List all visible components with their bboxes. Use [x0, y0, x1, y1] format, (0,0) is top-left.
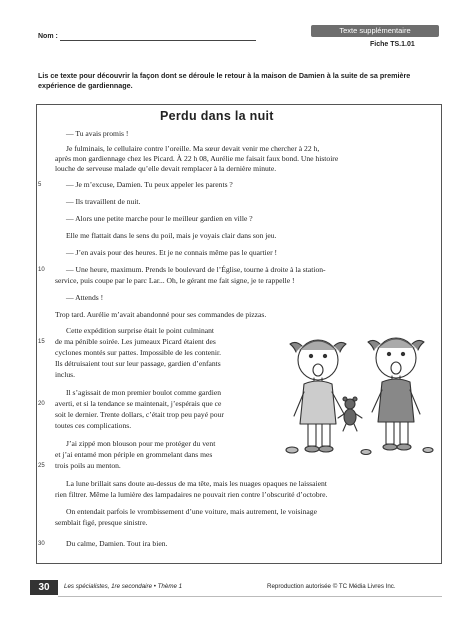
name-label: Nom :	[38, 33, 58, 40]
story-line: — Attends !	[66, 293, 104, 302]
story-line: Elle me flattait dans le sens du poil, mais je voyais clair dans son jeu.	[66, 231, 277, 240]
fiche-number: Fiche TS.1.01	[370, 41, 415, 48]
footer-divider	[58, 596, 442, 597]
story-line: après mon gardiennage chez les Picard. À 22 h 08, Aurélie me faisait faux bond. Une histoire	[55, 154, 339, 163]
story-line: et j’ai entamé mon périple en grommelant dans mes	[55, 450, 213, 459]
story-line: La lune brillait sans doute au-dessus de ma tête, mais les nuages opaques ne laissaient	[66, 479, 327, 488]
story-line: Je fulminais, le cellulaire contre l’oreille. Ma sœur devait venir me chercher à 22 h,	[66, 144, 320, 153]
story-line: cyclones montés sur pattes. Impossible de les contenir.	[55, 348, 221, 357]
story-line: Il s’agissait de mon premier boulot comme gardien	[66, 388, 221, 397]
story-line: — Je m’excuse, Damien. Tu peux appeler les parents ?	[66, 180, 233, 189]
story-line: — Ils travaillent de nuit.	[66, 197, 141, 206]
story-line: On entendait parfois le vrombissement d’une voiture, mais autrement, le voisinage	[66, 507, 317, 516]
story-line: — Tu avais promis !	[66, 129, 129, 138]
story-line: — Alors une petite marche pour le meilleur gardien en ville ?	[66, 214, 253, 223]
line-number: 25	[38, 463, 45, 469]
story-line: averti, et si la tendance se maintenait, j’espérais que ce	[55, 399, 222, 408]
story-line: rien filtrer. Même la lumière des lampadaires ne pouvait rien contre l’obscurité d’octobre.	[55, 490, 328, 499]
story-line: Du calme, Damien. Tout ira bien.	[66, 539, 168, 548]
story-line: — J’en avais pour des heures. Et je ne connais même pas le quartier !	[66, 248, 278, 257]
story-line: semblait figé, presque sinistre.	[55, 518, 148, 527]
story-title: Perdu dans la nuit	[160, 109, 274, 123]
right-twin-figure	[368, 338, 424, 450]
line-number: 20	[38, 401, 45, 407]
story-line: service, puis coupe par le parc Lar... Oh, le gérant me fait signe, je te rappelle !	[55, 276, 295, 285]
footer-copyright: Reproduction autorisée © TC Média Livres Inc.	[267, 583, 396, 590]
line-number: 30	[38, 541, 45, 547]
twins-illustration	[278, 322, 438, 472]
story-line: Trop tard. Aurélie m’avait abandonné pour ses commandes de pizzas.	[55, 310, 267, 319]
page-number: 30	[30, 580, 58, 595]
story-line: de ma pénible soirée. Les jumeaux Picard étaient des	[55, 337, 216, 346]
footer-book-title: Les spécialistes, 1re secondaire • Thème 1	[64, 583, 183, 590]
story-line: soit le dernier. Trente dollars, c’était trop peu payé pour	[55, 410, 224, 419]
line-number: 5	[38, 182, 42, 188]
story-line: trois poils au menton.	[55, 461, 121, 470]
story-line: Cette expédition surprise était le point culminant	[66, 326, 215, 335]
story-line: Ils détruisaient tout sur leur passage, gardien d’enfants	[55, 359, 221, 368]
left-twin-figure	[290, 340, 346, 452]
line-number: 10	[38, 267, 45, 273]
teddy-bear	[338, 397, 362, 431]
story-line: toutes ces complications.	[55, 421, 132, 430]
supplementary-text-tag: Texte supplémentaire	[311, 25, 439, 37]
story-line: louche de serveuse malade qu’elle devait remplacer à la dernière minute.	[55, 164, 277, 173]
name-line	[60, 40, 256, 41]
story-line: — Une heure, maximum. Prends le boulevard de l’Église, tourne à droite à la station-	[66, 265, 326, 274]
story-line: J’ai zippé mon blouson pour me protéger du vent	[66, 439, 216, 448]
story-line: inclus.	[55, 370, 76, 379]
intro-instructions: Lis ce texte pour découvrir la façon dont se déroule le retour à la maison de Damien à la suite de sa première expérience de gardiennage.	[38, 71, 411, 90]
line-number: 15	[38, 339, 45, 345]
